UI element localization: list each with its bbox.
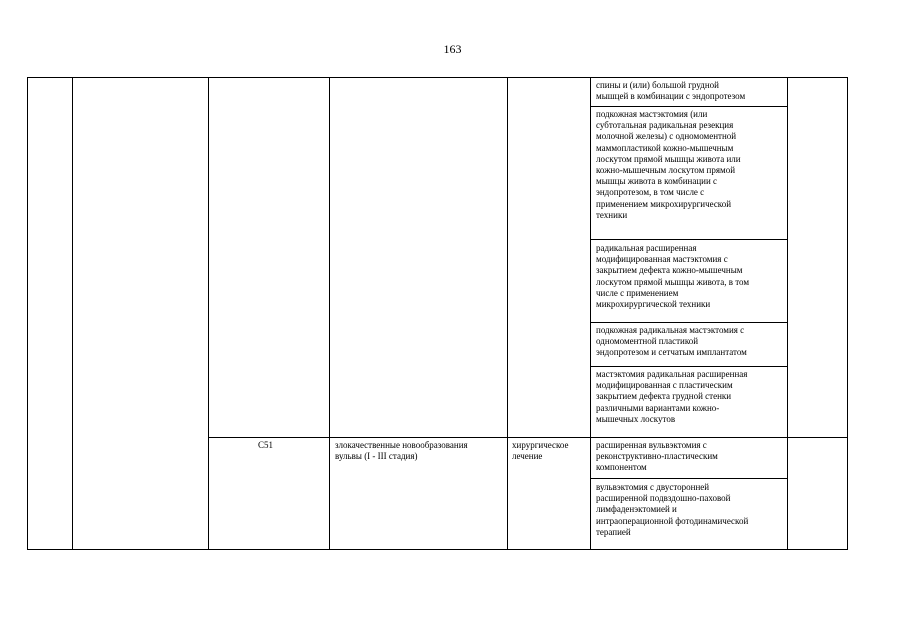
method-cell bbox=[596, 369, 747, 425]
column-divider-6 bbox=[787, 77, 788, 550]
method-cell bbox=[596, 109, 741, 221]
diagnosis-cell bbox=[335, 440, 468, 462]
method-line: подкожная радикальная мастэктомия с bbox=[596, 325, 745, 335]
column-divider-3 bbox=[329, 77, 330, 550]
method-cell bbox=[596, 243, 749, 310]
method-line: расширенная вульвэктомия с bbox=[596, 440, 707, 450]
table-border-left bbox=[27, 77, 28, 550]
method-cell bbox=[596, 482, 748, 538]
method-cell bbox=[596, 80, 745, 102]
table-border-bottom bbox=[27, 549, 847, 550]
method-line: субтотальная радикальная резекция bbox=[596, 120, 734, 131]
method-line: мышцы живота в комбинации с bbox=[596, 176, 718, 187]
method-line: молочной железы) с одномоментной bbox=[596, 131, 737, 142]
method-line: применением микрохирургической bbox=[596, 198, 732, 209]
method-line: мышцей в комбинации с эндопротезом bbox=[596, 91, 746, 102]
method-line: различными вариантами кожно- bbox=[596, 402, 720, 413]
column-divider-2 bbox=[208, 77, 209, 550]
diagnosis-line: злокачественные новообразования bbox=[335, 440, 468, 450]
row-group-divider bbox=[208, 437, 847, 438]
method-line: модифицированная мастэктомия с bbox=[596, 254, 728, 265]
method-line: лимфаденэктомией и bbox=[596, 504, 677, 515]
method-line: расширенной подвздошно-паховой bbox=[596, 493, 731, 504]
method-line: спины и (или) большой грудной bbox=[596, 80, 719, 90]
treatment-type-line: хирургическое bbox=[512, 440, 569, 450]
treatment-type-line: лечение bbox=[512, 451, 543, 462]
method-divider-1 bbox=[590, 106, 787, 107]
method-cell bbox=[596, 440, 718, 474]
method-line: вульвэктомия с двусторонней bbox=[596, 482, 710, 492]
method-line: радикальная расширенная bbox=[596, 243, 697, 253]
method-line: кожно-мышечным лоскутом прямой bbox=[596, 165, 736, 176]
treatment-type-cell bbox=[512, 440, 568, 462]
method-line: лоскутом прямой мышцы живота, в том bbox=[596, 276, 750, 287]
method-line: мастэктомия радикальная расширенная bbox=[596, 369, 748, 379]
diagnosis-line: вульвы (I - III стадия) bbox=[335, 451, 418, 462]
method-line: компонентом bbox=[596, 462, 647, 473]
method-line: терапией bbox=[596, 526, 631, 537]
column-divider-5 bbox=[590, 77, 591, 550]
column-divider-4 bbox=[507, 77, 508, 550]
method-line: микрохирургической техники bbox=[596, 299, 711, 310]
method-line: мышечных лоскутов bbox=[596, 413, 676, 424]
method-line: техники bbox=[596, 209, 628, 220]
method-line: одномоментной пластикой bbox=[596, 336, 699, 347]
method-cell bbox=[596, 325, 747, 359]
method-line: интраоперационной фотодинамической bbox=[596, 515, 749, 526]
method-line: модифицированная с пластическим bbox=[596, 380, 733, 391]
method-divider-4 bbox=[590, 366, 787, 367]
method-line: эндопротезом и сетчатым имплантатом bbox=[596, 347, 747, 358]
method-line: эндопротезом, в том числе с bbox=[596, 187, 705, 198]
method-line: маммопластикой кожно-мышечным bbox=[596, 142, 734, 153]
table-border-top bbox=[27, 77, 847, 78]
method-line: числе с применением bbox=[596, 287, 679, 298]
column-divider-1 bbox=[72, 77, 73, 550]
method-line: закрытием дефекта кожно-мышечным bbox=[596, 265, 743, 276]
method-line: подкожная мастэктомия (или bbox=[596, 109, 708, 119]
method-line: лоскутом прямой мышцы живота или bbox=[596, 153, 741, 164]
method-divider-3 bbox=[590, 322, 787, 323]
table-border-right bbox=[847, 77, 848, 550]
code-cell bbox=[258, 440, 273, 451]
page-number: 163 bbox=[443, 42, 462, 56]
method-line: закрытием дефекта грудной стенки bbox=[596, 391, 732, 402]
method-divider-2 bbox=[590, 239, 787, 240]
code-text: C51 bbox=[258, 440, 274, 450]
method-divider-5 bbox=[590, 478, 787, 479]
method-line: реконструктивно-пластическим bbox=[596, 451, 718, 462]
